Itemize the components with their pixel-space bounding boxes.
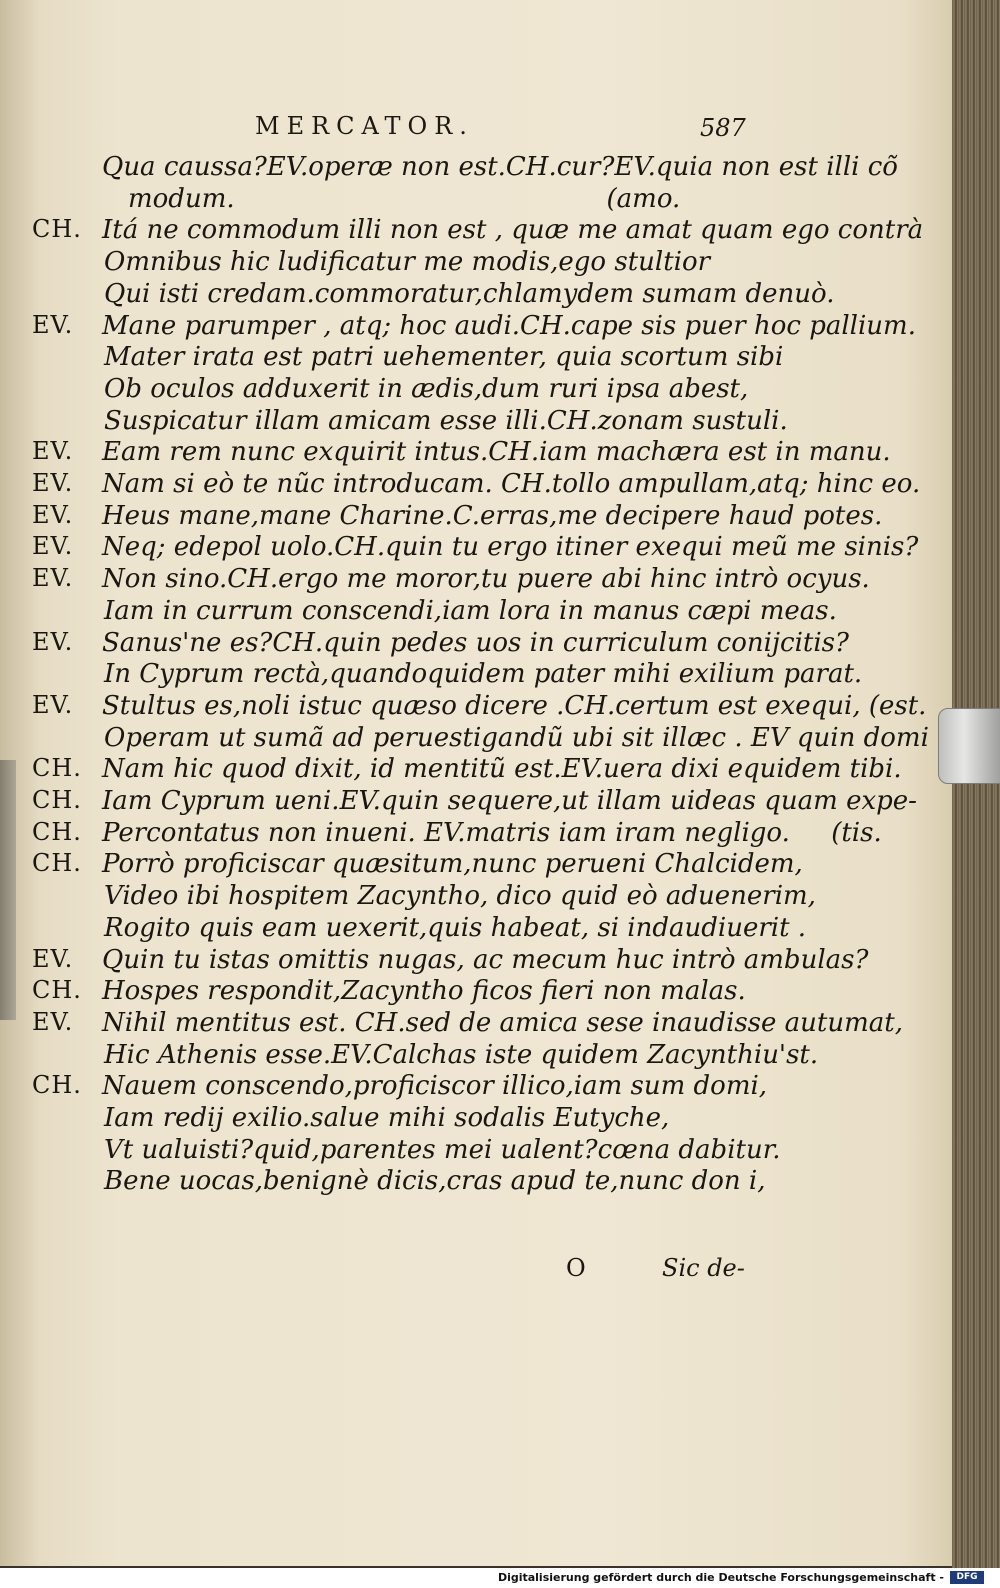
verse-text: Video ibi hospitem Zacyntho, dico quid eò aduenerim, <box>104 881 816 912</box>
verse-text: Hospes respondit,Zacyntho ficos fieri non malas. <box>102 976 746 1007</box>
verse-text: Iam redij exilio.salue mihi sodalis Eutyche, <box>104 1103 670 1133</box>
catchword: Sic de- <box>662 1254 745 1282</box>
text-line <box>0 1071 952 1107</box>
verse-text: Heus mane,mane Charine.C.erras,me decipere haud potes. <box>102 500 883 531</box>
text-line <box>0 849 952 885</box>
verse-text: Mane parumper , atq; hoc audi.CH.cape sis puer hoc pallium. <box>102 310 916 341</box>
verse-text: Iam in currum conscendi,iam lora in manus cæpi meas. <box>104 595 837 626</box>
verse-text: Qui isti credam.commoratur,chlamydem sumam denuò. <box>104 278 835 309</box>
speaker-label: EV. <box>32 500 74 529</box>
verse-text: Nauem conscendo,proficiscor illico,iam sum domi, <box>102 1071 768 1102</box>
text-line <box>0 342 952 378</box>
speaker-label: CH. <box>32 849 82 878</box>
text-line <box>0 1008 952 1044</box>
verse-text: Stultus es,noli istuc quæso dicere .CH.certum est exequi, (est. <box>102 690 927 721</box>
text-line <box>0 279 952 315</box>
text-line <box>0 881 952 917</box>
speaker-label: EV. <box>32 564 74 593</box>
text-line <box>0 564 952 600</box>
speaker-label: EV. <box>32 532 74 561</box>
text-line <box>0 311 952 347</box>
page-number: 587 <box>700 114 746 142</box>
verse-text: Iam Cyprum ueni.EV.quin sequere,ut illam uideas quam expe- <box>102 786 917 816</box>
footer-credit: Digitalisierung gefördert durch die Deutsche Forschungsgemeinschaft - <box>497 1571 944 1584</box>
verse-text: Omnibus hic ludificatur me modis,ego stultior <box>104 247 711 278</box>
speaker-label: CH. <box>32 1071 82 1100</box>
speaker-label: EV. <box>32 627 74 656</box>
verse-text: Qua caussa?EV.operæ non est.CH.cur?EV.quia non est illi cõ <box>102 152 898 182</box>
text-line <box>0 152 952 188</box>
text-line <box>0 976 952 1012</box>
speaker-label: CH. <box>32 817 82 846</box>
text-line <box>0 723 952 759</box>
text-line <box>0 374 952 410</box>
verse-text: Ob oculos adduxerit in ædis,dum ruri ipsa abest, <box>104 373 749 404</box>
verse-text: Hic Athenis esse.EV.Calchas iste quidem Zacynthiu'st. <box>104 1039 819 1070</box>
verse-text: Percontatus non inueni. EV.matris iam iram negligo. (tis. <box>102 817 882 848</box>
text-line <box>0 1166 952 1202</box>
speaker-label: CH. <box>32 754 82 783</box>
book-clip <box>938 708 1000 784</box>
verse-text: Bene uocas,benignè dicis,cras apud te,nunc don i, <box>104 1166 766 1197</box>
verse-text: modum. (amo. <box>128 183 681 214</box>
text-line <box>0 691 952 727</box>
page-edges <box>952 0 1000 1568</box>
speaker-label: EV. <box>32 944 74 973</box>
verse-text: Nam si eò te nũc introducam. CH.tollo ampullam,atq; hinc eo. <box>102 469 921 499</box>
text-line <box>0 184 952 220</box>
speaker-label: CH. <box>32 215 82 244</box>
text-line <box>0 437 952 473</box>
text-line <box>0 501 952 537</box>
text-line <box>0 215 952 251</box>
verse-text: Mater irata est patri uehementer, quia scortum sibi <box>104 342 784 373</box>
speaker-label: EV. <box>32 310 74 339</box>
text-line <box>0 628 952 664</box>
footer-bar <box>0 1568 1000 1588</box>
text-line <box>0 1103 952 1139</box>
verse-text: Neq; edepol uolo.CH.quin tu ergo itiner exequi meũ me sinis? <box>102 532 919 563</box>
text-line <box>0 532 952 568</box>
text-line <box>0 469 952 505</box>
speaker-label: EV. <box>32 437 74 466</box>
text-line <box>0 786 952 822</box>
speaker-label: CH. <box>32 976 82 1005</box>
verse-text: Suspicatur illam amicam esse illi.CH.zonam sustuli. <box>104 405 788 436</box>
speaker-label: EV. <box>32 690 74 719</box>
text-line <box>0 247 952 283</box>
signature-mark: O <box>566 1254 586 1282</box>
text-line <box>0 818 952 854</box>
verse-text: Nam hic quod dixit, id mentitũ est.EV.uera dixi equidem tibi. <box>102 754 902 785</box>
verse-text: Nihil mentitus est. CH.sed de amica sese inaudisse autumat, <box>102 1007 903 1038</box>
verse-text: In Cyprum rectà,quandoquidem pater mihi exilium parat. <box>104 659 863 690</box>
verse-text: Porrò proficiscar quæsitum,nunc perueni Chalcidem, <box>102 849 803 880</box>
text-line <box>0 406 952 442</box>
speaker-label: CH. <box>32 786 82 814</box>
speaker-label: EV. <box>32 1007 74 1036</box>
text-line <box>0 945 952 981</box>
text-line <box>0 1135 952 1171</box>
verse-text: Rogito quis eam uexerit,quis habeat, si indaudiuerit . <box>104 912 807 943</box>
text-line <box>0 913 952 949</box>
verse-text: Vt ualuisti?quid,parentes mei ualent?cœna dabitur. <box>104 1134 781 1165</box>
text-line <box>0 659 952 695</box>
text-line <box>0 1040 952 1076</box>
speaker-label: EV. <box>32 469 74 497</box>
verse-text: Quin tu istas omittis nugas, ac mecum huc intrò ambulas? <box>102 944 869 975</box>
dfg-logo: DFG <box>950 1571 984 1584</box>
verse-text: Sanus'ne es?CH.quin pedes uos in curriculum conijcitis? <box>102 627 849 658</box>
text-line <box>0 596 952 632</box>
verse-text: Eam rem nunc exquirit intus.CH.iam machæra est in manu. <box>102 437 891 468</box>
verse-text: Operam ut sumã ad peruestigandũ ubi sit illæc . EV quin domi <box>104 722 929 753</box>
verse-text: Non sino.CH.ergo me moror,tu puere abi hinc intrò ocyus. <box>102 564 870 595</box>
running-title: MERCATOR. <box>255 112 474 140</box>
verse-text: Itá ne commodum illi non est , quæ me amat quam ego contrà <box>102 215 924 246</box>
text-line <box>0 754 952 790</box>
